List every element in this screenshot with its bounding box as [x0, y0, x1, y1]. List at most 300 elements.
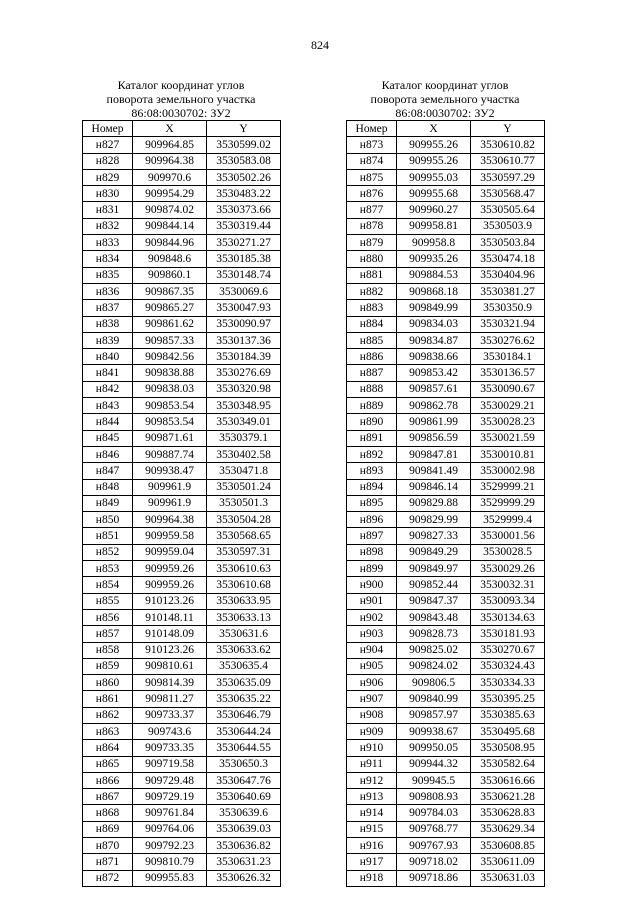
y-coordinate-cell: 3530185.38 [207, 251, 281, 267]
table-row [83, 332, 281, 348]
y-coordinate-cell: 3530276.69 [207, 365, 281, 381]
x-coordinate-cell: 909843.48 [397, 609, 471, 625]
table-row [347, 675, 545, 691]
x-coordinate-cell: 909874.02 [133, 202, 207, 218]
y-coordinate-cell: 3530474.18 [471, 251, 545, 267]
point-number-cell: н829 [83, 169, 133, 185]
x-coordinate-cell: 909729.48 [133, 772, 207, 788]
y-coordinate-cell: 3530319.44 [207, 218, 281, 234]
y-coordinate-cell: 3530402.58 [207, 446, 281, 462]
y-coordinate-cell: 3530021.59 [471, 430, 545, 446]
point-number-cell: н828 [83, 153, 133, 169]
x-coordinate-cell: 909844.14 [133, 218, 207, 234]
x-coordinate-cell: 909808.93 [397, 789, 471, 805]
point-number-cell: н868 [83, 805, 133, 821]
caption-line: Каталог координат углов [381, 78, 509, 92]
point-number-cell: н902 [347, 609, 397, 625]
y-coordinate-cell: 3530647.76 [207, 772, 281, 788]
point-number-cell: н881 [347, 267, 397, 283]
y-coordinate-cell: 3530640.69 [207, 789, 281, 805]
table-row [83, 202, 281, 218]
table-row [83, 528, 281, 544]
x-coordinate-cell: 909865.27 [133, 300, 207, 316]
page-number: 824 [311, 38, 329, 52]
point-number-cell: н862 [83, 707, 133, 723]
y-coordinate-cell: 3530184.39 [207, 349, 281, 365]
point-number-cell: н895 [347, 495, 397, 511]
y-coordinate-cell: 3530148.74 [207, 267, 281, 283]
table-row [83, 300, 281, 316]
y-coordinate-cell: 3530631.03 [471, 870, 545, 886]
point-number-cell: н866 [83, 772, 133, 788]
x-coordinate-cell: 909764.06 [133, 821, 207, 837]
y-coordinate-cell: 3530505.64 [471, 202, 545, 218]
point-number-cell: н872 [83, 870, 133, 886]
point-number-cell: н898 [347, 544, 397, 560]
table-row [347, 528, 545, 544]
x-coordinate-cell: 909719.58 [133, 756, 207, 772]
point-number-cell: н850 [83, 512, 133, 528]
point-number-cell: н849 [83, 495, 133, 511]
y-coordinate-cell: 3530379.1 [207, 430, 281, 446]
x-coordinate-cell: 909849.99 [397, 300, 471, 316]
point-number-cell: н912 [347, 772, 397, 788]
y-coordinate-cell: 3530381.27 [471, 283, 545, 299]
y-coordinate-cell: 3529999.4 [471, 512, 545, 528]
x-coordinate-cell: 909867.35 [133, 283, 207, 299]
y-coordinate-cell: 3530028.23 [471, 414, 545, 430]
x-coordinate-cell: 909768.77 [397, 821, 471, 837]
table-row [83, 267, 281, 283]
x-coordinate-cell: 909824.02 [397, 658, 471, 674]
table-row [347, 544, 545, 560]
point-number-cell: н860 [83, 675, 133, 691]
coordinate-catalog-right [346, 78, 544, 887]
table-row [347, 332, 545, 348]
caption-line: 86:08:0030702: ЗУ2 [395, 106, 495, 120]
point-number-cell: н904 [347, 642, 397, 658]
table-row [347, 577, 545, 593]
point-number-cell: н888 [347, 381, 397, 397]
x-coordinate-cell: 909958.8 [397, 235, 471, 251]
table-row [347, 365, 545, 381]
y-coordinate-cell: 3530348.95 [207, 398, 281, 414]
x-coordinate-cell: 909868.18 [397, 283, 471, 299]
table-row [83, 430, 281, 446]
x-coordinate-cell: 909853.42 [397, 365, 471, 381]
y-coordinate-cell: 3530503.9 [471, 218, 545, 234]
table-row [347, 381, 545, 397]
point-number-cell: н845 [83, 430, 133, 446]
table-row [83, 495, 281, 511]
y-coordinate-cell: 3530349.01 [207, 414, 281, 430]
y-coordinate-cell: 3529999.29 [471, 495, 545, 511]
point-number-cell: н890 [347, 414, 397, 430]
point-number-cell: н900 [347, 577, 397, 593]
y-coordinate-cell: 3530090.97 [207, 316, 281, 332]
y-coordinate-cell: 3530136.57 [471, 365, 545, 381]
x-coordinate-cell: 909718.02 [397, 854, 471, 870]
point-number-cell: н918 [347, 870, 397, 886]
x-coordinate-cell: 909829.88 [397, 495, 471, 511]
point-number-cell: н846 [83, 446, 133, 462]
y-coordinate-cell: 3530504.28 [207, 512, 281, 528]
y-coordinate-cell: 3530047.93 [207, 300, 281, 316]
point-number-cell: н834 [83, 251, 133, 267]
x-coordinate-cell: 909964.38 [133, 153, 207, 169]
y-coordinate-cell: 3530090.67 [471, 381, 545, 397]
y-coordinate-cell: 3530134.63 [471, 609, 545, 625]
table-row [347, 723, 545, 739]
x-coordinate-cell: 909834.03 [397, 316, 471, 332]
table-row [83, 675, 281, 691]
point-number-cell: н856 [83, 609, 133, 625]
y-coordinate-cell: 3530635.22 [207, 691, 281, 707]
y-coordinate-cell: 3530321.94 [471, 316, 545, 332]
x-coordinate-cell: 909811.27 [133, 691, 207, 707]
x-coordinate-cell: 909887.74 [133, 446, 207, 462]
point-number-cell: н840 [83, 349, 133, 365]
point-number-cell: н885 [347, 332, 397, 348]
x-coordinate-cell: 909955.68 [397, 186, 471, 202]
table-row [83, 349, 281, 365]
table-row [83, 658, 281, 674]
x-coordinate-cell: 909861.62 [133, 316, 207, 332]
y-coordinate-cell: 3530373.66 [207, 202, 281, 218]
coordinates-table [82, 120, 281, 887]
y-coordinate-cell: 3530639.6 [207, 805, 281, 821]
x-coordinate-cell: 909842.56 [133, 349, 207, 365]
x-coordinate-cell: 909853.54 [133, 398, 207, 414]
point-number-cell: н882 [347, 283, 397, 299]
x-coordinate-cell: 909954.29 [133, 186, 207, 202]
y-coordinate-cell: 3530029.21 [471, 398, 545, 414]
x-coordinate-cell: 909834.87 [397, 332, 471, 348]
coordinate-catalog-left [82, 78, 280, 887]
point-number-cell: н878 [347, 218, 397, 234]
point-number-cell: н830 [83, 186, 133, 202]
y-coordinate-cell: 3530644.24 [207, 723, 281, 739]
table-row [347, 838, 545, 854]
table-row [83, 463, 281, 479]
point-number-cell: н892 [347, 446, 397, 462]
point-number-cell: н854 [83, 577, 133, 593]
point-number-cell: н908 [347, 707, 397, 723]
caption-line: 86:08:0030702: ЗУ2 [131, 106, 231, 120]
caption-line: поворота земельного участка [370, 92, 520, 106]
y-coordinate-cell: 3530093.34 [471, 593, 545, 609]
point-number-cell: н901 [347, 593, 397, 609]
table-row [347, 169, 545, 185]
point-number-cell: н865 [83, 756, 133, 772]
y-coordinate-cell: 3530184.1 [471, 349, 545, 365]
x-coordinate-cell: 909718.86 [397, 870, 471, 886]
y-coordinate-cell: 3530029.26 [471, 561, 545, 577]
table-row [347, 283, 545, 299]
x-coordinate-cell: 909856.59 [397, 430, 471, 446]
point-number-cell: н833 [83, 235, 133, 251]
table-row [83, 740, 281, 756]
y-coordinate-cell: 3530608.85 [471, 838, 545, 854]
caption-line: Каталог координат углов [117, 78, 245, 92]
point-number-cell: н852 [83, 544, 133, 560]
point-number-cell: н869 [83, 821, 133, 837]
table-row [347, 626, 545, 642]
point-number-cell: н891 [347, 430, 397, 446]
y-coordinate-cell: 3530633.62 [207, 642, 281, 658]
table-row [347, 300, 545, 316]
x-coordinate-cell: 909810.61 [133, 658, 207, 674]
x-coordinate-cell: 909944.32 [397, 756, 471, 772]
y-coordinate-cell: 3530483.22 [207, 186, 281, 202]
table-caption [82, 78, 280, 120]
table-row [83, 756, 281, 772]
x-coordinate-cell: 909955.83 [133, 870, 207, 886]
y-coordinate-cell: 3530599.02 [207, 137, 281, 153]
table-row [83, 446, 281, 462]
table-row [347, 561, 545, 577]
y-coordinate-cell: 3530270.67 [471, 642, 545, 658]
table-row [347, 756, 545, 772]
table-row [83, 153, 281, 169]
x-coordinate-cell: 909827.33 [397, 528, 471, 544]
x-coordinate-cell: 909955.26 [397, 153, 471, 169]
table-row [83, 723, 281, 739]
x-coordinate-cell: 909733.35 [133, 740, 207, 756]
x-coordinate-cell: 909871.61 [133, 430, 207, 446]
table-row [83, 707, 281, 723]
x-coordinate-cell: 909857.61 [397, 381, 471, 397]
table-row [347, 137, 545, 153]
table-row [347, 772, 545, 788]
point-number-cell: н876 [347, 186, 397, 202]
x-coordinate-cell: 909961.9 [133, 479, 207, 495]
y-coordinate-cell: 3530350.9 [471, 300, 545, 316]
table-row [83, 218, 281, 234]
point-number-cell: н899 [347, 561, 397, 577]
y-coordinate-cell: 3530597.29 [471, 169, 545, 185]
x-coordinate-cell: 909847.37 [397, 593, 471, 609]
y-coordinate-cell: 3530001.56 [471, 528, 545, 544]
y-coordinate-cell: 3530501.3 [207, 495, 281, 511]
table-row [83, 479, 281, 495]
table-row [347, 251, 545, 267]
table-row [83, 512, 281, 528]
point-number-cell: н886 [347, 349, 397, 365]
x-coordinate-cell: 909761.84 [133, 805, 207, 821]
point-number-cell: н870 [83, 838, 133, 854]
y-coordinate-cell: 3529999.21 [471, 479, 545, 495]
point-number-cell: н889 [347, 398, 397, 414]
y-coordinate-cell: 3530610.77 [471, 153, 545, 169]
x-coordinate-cell: 909814.39 [133, 675, 207, 691]
point-number-cell: н832 [83, 218, 133, 234]
x-coordinate-cell: 909955.03 [397, 169, 471, 185]
x-coordinate-cell: 909958.81 [397, 218, 471, 234]
y-coordinate-cell: 3530137.36 [207, 332, 281, 348]
coordinates-table [346, 120, 545, 887]
point-number-cell: н871 [83, 854, 133, 870]
y-coordinate-cell: 3530501.24 [207, 479, 281, 495]
x-coordinate-cell: 909828.73 [397, 626, 471, 642]
x-coordinate-cell: 909841.49 [397, 463, 471, 479]
x-coordinate-cell: 909792.23 [133, 838, 207, 854]
table-caption [346, 78, 544, 120]
table-row [83, 870, 281, 886]
y-coordinate-cell: 3530583.08 [207, 153, 281, 169]
y-coordinate-cell: 3530611.09 [471, 854, 545, 870]
x-coordinate-cell: 909964.38 [133, 512, 207, 528]
x-coordinate-cell: 909847.81 [397, 446, 471, 462]
y-coordinate-cell: 3530610.68 [207, 577, 281, 593]
y-coordinate-cell: 3530404.96 [471, 267, 545, 283]
y-coordinate-cell: 3530320.98 [207, 381, 281, 397]
point-number-cell: н913 [347, 789, 397, 805]
point-number-cell: н884 [347, 316, 397, 332]
point-number-cell: н875 [347, 169, 397, 185]
table-row [83, 186, 281, 202]
point-number-cell: н906 [347, 675, 397, 691]
x-coordinate-cell: 909959.04 [133, 544, 207, 560]
x-coordinate-cell: 909945.5 [397, 772, 471, 788]
point-number-cell: н861 [83, 691, 133, 707]
point-number-cell: н894 [347, 479, 397, 495]
y-coordinate-cell: 3530028.5 [471, 544, 545, 560]
x-coordinate-cell: 909959.26 [133, 561, 207, 577]
table-row [347, 218, 545, 234]
point-number-cell: н827 [83, 137, 133, 153]
point-number-cell: н853 [83, 561, 133, 577]
table-row [347, 805, 545, 821]
table-row [347, 349, 545, 365]
x-coordinate-cell: 909955.26 [397, 137, 471, 153]
x-coordinate-cell: 910123.26 [133, 593, 207, 609]
header-x: X [397, 121, 471, 137]
table-row [347, 707, 545, 723]
x-coordinate-cell: 909960.27 [397, 202, 471, 218]
x-coordinate-cell: 909959.58 [133, 528, 207, 544]
y-coordinate-cell: 3530032.31 [471, 577, 545, 593]
caption-line: поворота земельного участка [106, 92, 256, 106]
x-coordinate-cell: 909884.53 [397, 267, 471, 283]
y-coordinate-cell: 3530069.6 [207, 283, 281, 299]
x-coordinate-cell: 909938.47 [133, 463, 207, 479]
x-coordinate-cell: 909849.97 [397, 561, 471, 577]
table-row [83, 593, 281, 609]
x-coordinate-cell: 909857.97 [397, 707, 471, 723]
table-row [83, 544, 281, 560]
table-row [83, 642, 281, 658]
x-coordinate-cell: 909959.26 [133, 577, 207, 593]
x-coordinate-cell: 909838.03 [133, 381, 207, 397]
table-row [347, 186, 545, 202]
y-coordinate-cell: 3530582.64 [471, 756, 545, 772]
y-coordinate-cell: 3530502.26 [207, 169, 281, 185]
table-row [347, 235, 545, 251]
table-row [83, 805, 281, 821]
table-row [347, 854, 545, 870]
y-coordinate-cell: 3530633.95 [207, 593, 281, 609]
point-number-cell: н883 [347, 300, 397, 316]
point-number-cell: н837 [83, 300, 133, 316]
table-row [347, 446, 545, 462]
x-coordinate-cell: 909825.02 [397, 642, 471, 658]
y-coordinate-cell: 3530568.65 [207, 528, 281, 544]
point-number-cell: н844 [83, 414, 133, 430]
y-coordinate-cell: 3530636.82 [207, 838, 281, 854]
y-coordinate-cell: 3530633.13 [207, 609, 281, 625]
x-coordinate-cell: 909810.79 [133, 854, 207, 870]
table-row [347, 267, 545, 283]
y-coordinate-cell: 3530503.84 [471, 235, 545, 251]
point-number-cell: н831 [83, 202, 133, 218]
point-number-cell: н839 [83, 332, 133, 348]
x-coordinate-cell: 909743.6 [133, 723, 207, 739]
y-coordinate-cell: 3530629.34 [471, 821, 545, 837]
point-number-cell: н841 [83, 365, 133, 381]
y-coordinate-cell: 3530650.3 [207, 756, 281, 772]
point-number-cell: н836 [83, 283, 133, 299]
point-number-cell: н909 [347, 723, 397, 739]
point-number-cell: н838 [83, 316, 133, 332]
y-coordinate-cell: 3530495.68 [471, 723, 545, 739]
point-number-cell: н857 [83, 626, 133, 642]
point-number-cell: н879 [347, 235, 397, 251]
point-number-cell: н859 [83, 658, 133, 674]
header-number: Номер [347, 121, 397, 137]
y-coordinate-cell: 3530616.66 [471, 772, 545, 788]
y-coordinate-cell: 3530181.93 [471, 626, 545, 642]
table-row [347, 398, 545, 414]
table-row [83, 821, 281, 837]
y-coordinate-cell: 3530010.81 [471, 446, 545, 462]
table-row [347, 202, 545, 218]
point-number-cell: н847 [83, 463, 133, 479]
table-row [347, 316, 545, 332]
point-number-cell: н864 [83, 740, 133, 756]
table-row [83, 609, 281, 625]
point-number-cell: н873 [347, 137, 397, 153]
y-coordinate-cell: 3530334.33 [471, 675, 545, 691]
table-header-row [83, 121, 281, 137]
x-coordinate-cell: 909806.5 [397, 675, 471, 691]
x-coordinate-cell: 909846.14 [397, 479, 471, 495]
point-number-cell: н915 [347, 821, 397, 837]
point-number-cell: н880 [347, 251, 397, 267]
x-coordinate-cell: 909849.29 [397, 544, 471, 560]
x-coordinate-cell: 909767.93 [397, 838, 471, 854]
point-number-cell: н896 [347, 512, 397, 528]
table-row [347, 495, 545, 511]
header-y: Y [207, 121, 281, 137]
y-coordinate-cell: 3530271.27 [207, 235, 281, 251]
table-row [347, 642, 545, 658]
x-coordinate-cell: 909970.6 [133, 169, 207, 185]
y-coordinate-cell: 3530635.09 [207, 675, 281, 691]
table-row [347, 153, 545, 169]
x-coordinate-cell: 909862.78 [397, 398, 471, 414]
point-number-cell: н914 [347, 805, 397, 821]
x-coordinate-cell: 910148.09 [133, 626, 207, 642]
x-coordinate-cell: 910148.11 [133, 609, 207, 625]
point-number-cell: н835 [83, 267, 133, 283]
point-number-cell: н911 [347, 756, 397, 772]
table-row [347, 870, 545, 886]
x-coordinate-cell: 909844.96 [133, 235, 207, 251]
table-row [347, 479, 545, 495]
x-coordinate-cell: 909935.26 [397, 251, 471, 267]
table-row [83, 838, 281, 854]
